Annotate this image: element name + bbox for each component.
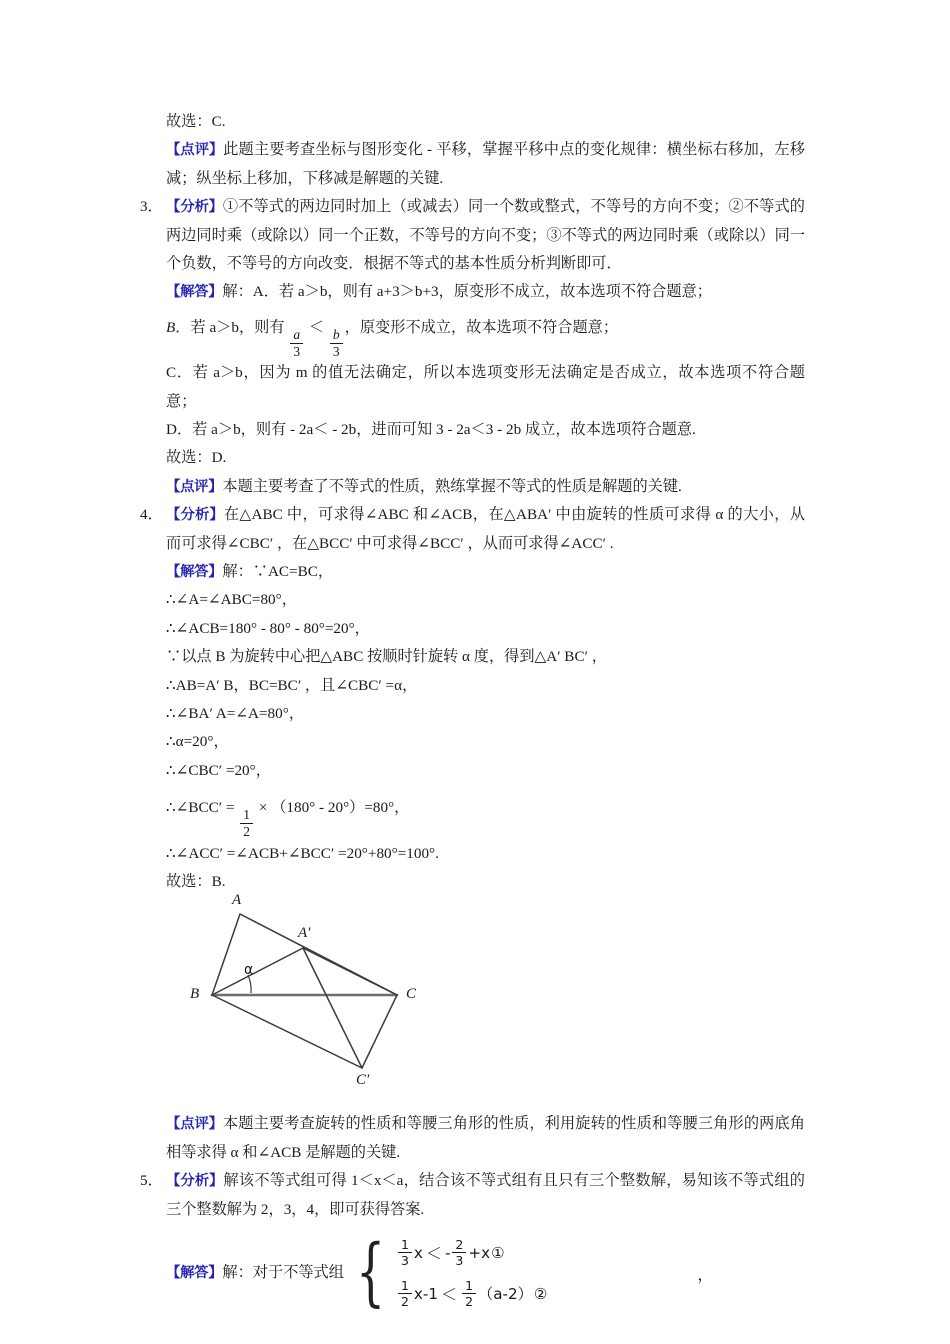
comment-block-1	[140, 136, 805, 193]
answer-line-d	[140, 444, 805, 472]
fraction-one-half-rhs	[462, 1279, 476, 1308]
answer-text: 故选：D.	[166, 449, 227, 467]
inequality-1	[396, 1238, 547, 1267]
fraction-one-half	[240, 808, 253, 839]
fraction-denominator: 2	[462, 1293, 476, 1308]
option-d-line	[140, 416, 805, 444]
option-b-fraction-line	[140, 307, 805, 359]
rhs-tail: +x	[468, 1243, 491, 1262]
proof-text: ∵以点 B 为旋转中心把△ABC 按顺时针旋转 α 度，得到△A′ BC′ ，	[166, 648, 607, 666]
analysis-text: 解该不等式组可得 1＜x＜a，结合该不等式组有且只有三个整数解，易知该不等式组的三个整数解为 2，3，4，即可获得答案.	[166, 1172, 805, 1218]
solution-label: 【解答】	[166, 284, 223, 301]
analysis-label: 【分析】	[166, 1173, 224, 1190]
problem-3-analysis	[140, 193, 805, 278]
equation-marker-1: ①	[491, 1243, 505, 1262]
analysis-text: 在△ABC 中，可求得∠ABC 和∠ACB，在△ABA′ 中由旋转的性质可求得 α 的大小，从而可求得∠CBC′ ，在△BCC′ 中可求得∠BCC′ ，从而可求得∠ACC′ .	[166, 506, 805, 552]
proof-step-fraction	[140, 785, 805, 839]
proof-prefix: ∴∠BCC′ =	[166, 799, 235, 817]
equation-marker-2: ②	[533, 1284, 548, 1303]
edge-AprimeCprime	[303, 948, 362, 1068]
analysis-label: 【分析】	[166, 507, 224, 524]
problem-number-4: 4．	[140, 506, 163, 524]
document-content	[140, 108, 805, 1316]
proof-step-8	[140, 840, 805, 868]
proof-text: ∴∠ACC′ =∠ACB+∠BCC′ =20°+80°=100°.	[166, 844, 439, 862]
comment-block-3	[140, 1110, 805, 1167]
system-lead-text: 解：对于不等式组	[222, 1264, 344, 1282]
solution-text: 解：∵AC=BC，	[222, 563, 334, 581]
proof-step-4	[140, 672, 805, 700]
proof-step-2	[140, 615, 805, 643]
problem-5-analysis	[140, 1167, 805, 1224]
fraction-one-half-coef	[398, 1279, 412, 1308]
left-brace: {	[355, 1229, 386, 1316]
vertex-label-C-prime: C′	[356, 1072, 370, 1089]
inequality-2	[396, 1279, 547, 1308]
answer-line-c	[140, 108, 805, 136]
rotation-triangle-figure	[170, 892, 470, 1108]
relation-symbol: ＜	[441, 1285, 458, 1305]
comment-block-2	[140, 473, 805, 501]
option-b-letter: B	[166, 318, 176, 336]
proof-text: ∴∠BA′ A=∠A=80°，	[166, 705, 305, 723]
vertex-label-A-prime: A′	[298, 925, 311, 942]
proof-step-5	[140, 700, 805, 728]
proof-text: ∴AB=A′ B，BC=BC′ ，且∠CBC′ =α，	[166, 676, 418, 694]
proof-step-1	[140, 586, 805, 614]
analysis-text: ①不等式的两边同时加上（或减去）同一个数或整式，不等号的方向不变；②不等式的两边同时乘（或除以）同一个正数，不等号的方向不变；③不等式的两边同时乘（或除以）同一个负数，不等号的方向改变．根据不等式的基本性质分析判断即可．	[166, 198, 805, 273]
multiplication-sign: ×	[258, 799, 268, 817]
relation-symbol: ＜	[308, 318, 325, 336]
option-b-prefix: ．若 a＞b，则有	[175, 318, 285, 336]
solution-block-3	[140, 278, 805, 306]
problem-4-analysis	[140, 501, 805, 558]
edge-BCprime	[212, 995, 362, 1068]
trailing-comma: ，	[697, 1266, 714, 1284]
fraction-denominator: 3	[452, 1252, 466, 1267]
analysis-label: 【分析】	[166, 199, 223, 216]
vertex-label-B: B	[190, 986, 200, 1003]
comment-text: 本题主要考查了不等式的性质，熟练掌握不等式的性质是解题的关键.	[222, 477, 682, 495]
vertex-label-C: C	[406, 986, 417, 1003]
fraction-two-thirds	[452, 1238, 466, 1267]
edge-CCprime	[362, 995, 397, 1068]
comment-text: 此题主要考查坐标与图形变化 - 平移，掌握平移中点的变化规律：横坐标右移加，左移减；纵坐标上移加，下移减是解题的关键.	[166, 141, 805, 187]
vertex-label-A: A	[232, 892, 242, 909]
fraction-a-over-3	[290, 328, 303, 359]
fraction-b-over-3	[330, 328, 343, 359]
fraction-one-third	[398, 1238, 412, 1267]
answer-text: 故选：B.	[166, 873, 226, 891]
problem-number-3: 3．	[140, 198, 163, 216]
fraction-denominator: 3	[398, 1252, 412, 1267]
solution-text: 解：A．若 a＞b，则有 a+3＞b+3，原变形不成立，故本选项不符合题意；	[222, 283, 712, 301]
comment-text: 本题主要考查旋转的性质和等腰三角形的性质，利用旋转的性质和等腰三角形的两底角相等求得 α 和∠ACB 是解题的关键.	[166, 1115, 805, 1161]
fraction-numerator: 1	[243, 807, 251, 823]
answer-text: 故选：C.	[166, 113, 226, 130]
fraction-numerator: b	[332, 326, 340, 342]
option-c-text: C．若 a＞b，因为 m 的值无法确定，所以本选项变形无法确定是否成立，故本选项不符合题意；	[166, 364, 805, 410]
solution-block-5	[140, 1229, 805, 1316]
proof-text: ∴α=20°，	[166, 733, 229, 751]
variable: x	[413, 1243, 423, 1262]
option-b-suffix: ，原变形不成立，故本选项不符合题意；	[344, 318, 618, 336]
fraction-numerator: 1	[465, 1278, 474, 1294]
solution-label: 【解答】	[166, 1265, 223, 1282]
fraction-denominator: 2	[240, 823, 253, 839]
proof-step-3	[140, 643, 805, 671]
relation-symbol: ＜	[425, 1244, 442, 1264]
proof-text: ∴∠ACB=180° - 80° - 80°=20°，	[166, 619, 370, 637]
fraction-numerator: 1	[400, 1278, 409, 1294]
proof-step-6	[140, 728, 805, 756]
angle-label-alpha: α	[244, 962, 254, 979]
solution-block-4	[140, 558, 805, 586]
proof-text: ∴∠A=∠ABC=80°，	[166, 591, 297, 609]
fraction-denominator: 3	[290, 343, 303, 359]
option-c-line	[140, 359, 805, 416]
problem-number-5: 5．	[140, 1172, 163, 1190]
fraction-numerator: 1	[400, 1237, 409, 1253]
comment-label: 【点评】	[166, 1116, 223, 1133]
system-lead	[166, 1259, 344, 1287]
proof-text: ∴∠CBC′ =20°，	[166, 761, 271, 779]
rhs-sign: -	[444, 1243, 451, 1262]
rhs-tail: （a-2）	[478, 1285, 533, 1304]
comment-label: 【点评】	[166, 142, 224, 159]
fraction-denominator: 2	[398, 1293, 412, 1308]
fraction-numerator: 2	[455, 1237, 464, 1253]
comment-label: 【点评】	[166, 478, 223, 495]
fraction-denominator: 3	[330, 343, 343, 359]
proof-step-7	[140, 757, 805, 785]
proof-suffix: （180° - 20°）=80°，	[271, 799, 410, 817]
option-d-text: D．若 a＞b，则有 - 2a＜ - 2b，进而可知 3 - 2a＜3 - 2b 成立，故本选项符合题意.	[166, 421, 696, 439]
fraction-numerator: a	[293, 326, 301, 342]
inequality-system	[396, 1238, 547, 1309]
variable: x-1	[413, 1284, 439, 1303]
edge-AprimeC	[303, 948, 397, 995]
solution-label: 【解答】	[166, 564, 223, 581]
